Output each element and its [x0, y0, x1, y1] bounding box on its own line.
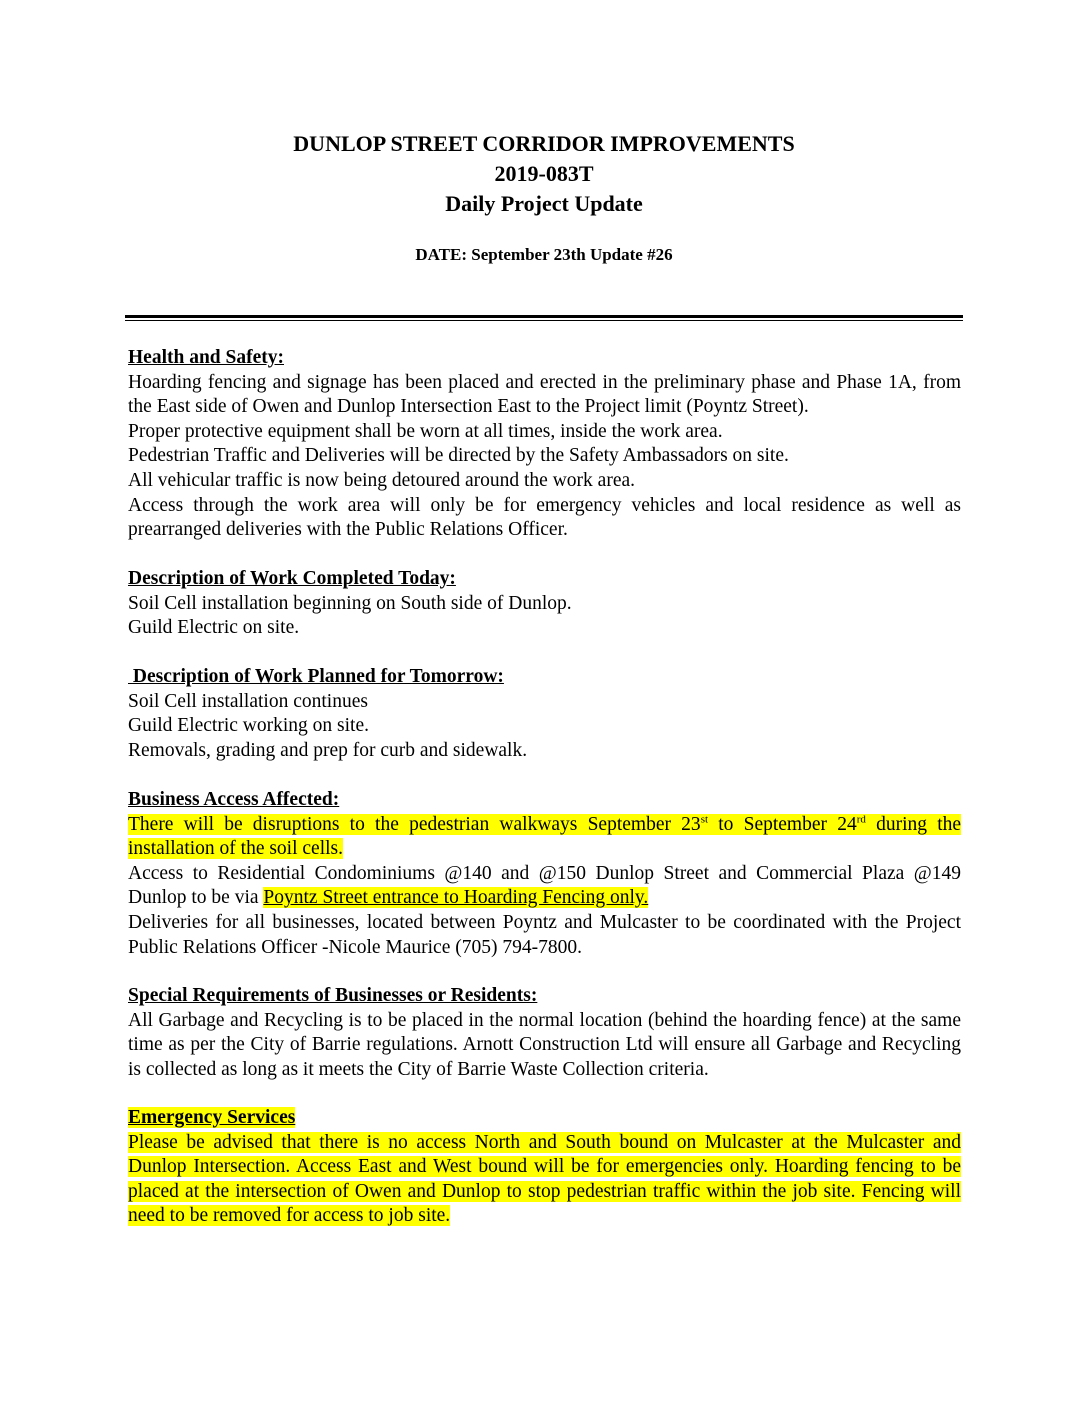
work-completed-heading: Description of Work Completed Today:	[128, 568, 456, 589]
condo-access-notice	[128, 862, 961, 911]
disruption-text-part: during the installation of the soil cells.	[128, 813, 962, 860]
work-planned-line: Soil Cell installation continues	[128, 690, 368, 712]
health-safety-line: All vehicular traffic is now being detoured around the work area.	[128, 469, 635, 491]
disruption-text-part: There will be disruptions to the pedestrian walkways September 23	[128, 813, 701, 835]
work-completed-line: Soil Cell installation beginning on South side of Dunlop.	[128, 592, 572, 614]
work-completed-line: Guild Electric on site.	[128, 617, 300, 639]
health-safety-line: Proper protective equipment shall be worn at all times, inside the work area.	[128, 420, 723, 442]
health-safety-section	[128, 346, 961, 543]
condo-access-text: Access to Residential Condominiums @140 and @150 Dunlop Street and Commercial Plaza @149 Dunlop to be via	[128, 862, 961, 909]
emergency-services-section	[128, 1106, 961, 1229]
document-subtitle: Daily Project Update	[445, 191, 643, 216]
special-requirements-heading: Special Requirements of Businesses or Residents:	[128, 985, 538, 1006]
business-access-heading: Business Access Affected:	[128, 789, 340, 810]
document-title: DUNLOP STREET CORRIDOR IMPROVEMENTS	[293, 131, 795, 156]
emergency-services-paragraph	[128, 1131, 961, 1229]
project-number: 2019-083T	[494, 161, 594, 186]
deliveries-notice: Deliveries for all businesses, located between Poyntz and Mulcaster to be coordinated with the Project Public Relations Officer -Nicole Maurice (705) 794-7800.	[128, 911, 961, 958]
emergency-services-text: Please be advised that there is no access North and South bound on Mulcaster at the Mulcaster and Dunlop Intersection. Access East and West bound will be for emergencies only. Hoarding fencing to be placed at the intersection of Owen and Dunlop to stop pedestrian traffic within the job site. Fencing will need to be removed for access to job site.	[128, 1131, 961, 1227]
disruption-text-part: to September 24	[708, 813, 857, 835]
special-requirements-text: All Garbage and Recycling is to be placed in the normal location (behind the hoarding fence) at the same time as per the City of Barrie regulations. Arnott Construction Ltd will ensure all Garbage and Recycling is collected as long as it meets the City of Barrie Waste Collection criteria.	[128, 1009, 961, 1080]
work-planned-heading: Description of Work Planned for Tomorrow:	[128, 666, 504, 687]
health-safety-line: Access through the work area will only be for emergency vehicles and local residence as well as prearranged deliveries with the Public Relations Officer.	[128, 494, 961, 541]
disruption-notice	[128, 813, 961, 862]
header-divider-thick	[125, 315, 963, 318]
disruption-text-highlight	[128, 814, 961, 860]
header-divider-thin	[125, 320, 963, 321]
date-suffix: st	[700, 813, 709, 826]
work-planned-line: Guild Electric working on site.	[128, 715, 369, 737]
work-completed-section	[128, 567, 961, 641]
date-suffix: rd	[856, 813, 866, 826]
health-safety-line: Pedestrian Traffic and Deliveries will be directed by the Safety Ambassadors on site.	[128, 445, 789, 467]
business-access-section	[128, 788, 961, 960]
date-line: DATE: September 23th Update #26	[415, 245, 673, 264]
work-planned-line: Removals, grading and prep for curb and sidewalk.	[128, 739, 528, 761]
work-planned-section	[128, 665, 961, 763]
health-safety-heading: Health and Safety:	[128, 347, 284, 368]
poyntz-entrance-highlight: Poyntz Street entrance to Hoarding Fencing only.	[263, 887, 649, 909]
health-safety-line: Hoarding fencing and signage has been placed and erected in the preliminary phase and Phase 1A, from the East side of Owen and Dunlop Intersection East to the Project limit (Poyntz Street).	[128, 371, 961, 418]
emergency-services-heading: Emergency Services	[128, 1107, 296, 1128]
special-requirements-section	[128, 984, 961, 1082]
